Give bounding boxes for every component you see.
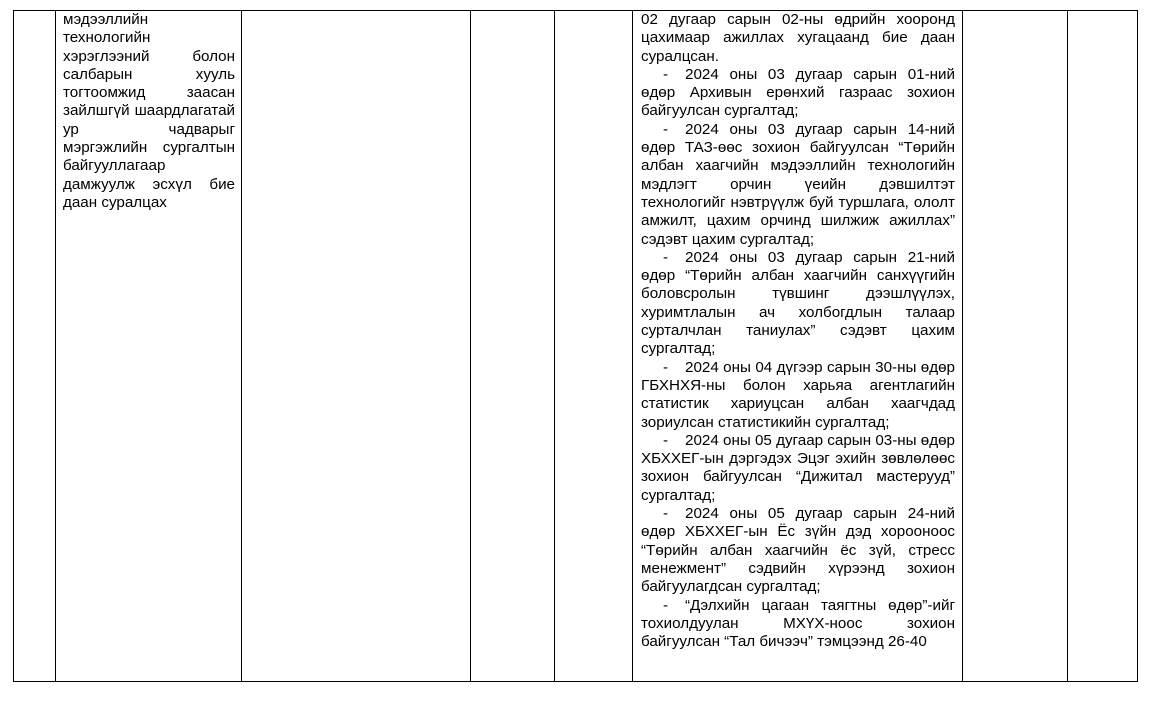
objective-text: мэдээллийн технологийн хэрэглээний болон салбарын хууль тогтоомжид заасан зайлшгүй шаардлагатай ур чадварыг мэргэжлийн сургалтын байгууллагаар дамжуулж эсхүл бие даан суралцах: [63, 11, 235, 211]
cell-objective: [56, 11, 242, 682]
list-item-text: 2024 оны 04 дүгээр сарын 30-ны өдөр ГБХНХЯ-ны болон харьяа агентлагийн статистик хариуцсан албан хаагчдад зориулсан статистикийн сургалтад;: [641, 358, 955, 431]
cell-empty-3: [242, 11, 471, 682]
list-item: [641, 597, 955, 652]
list-item-text: 2024 оны 03 дугаар сарын 01-ний өдөр Архивын ерөнхий газраас зохион байгуулсан сургалтад;: [641, 65, 955, 120]
document-table: [13, 10, 1138, 682]
dash-bullet: -: [663, 120, 669, 138]
cell-empty-7: [963, 11, 1068, 682]
cell-activities: [633, 11, 963, 682]
list-item-text: 2024 оны 03 дугаар сарын 21-ний өдөр “Төрийн албан хаагчийн санхүүгийн боловсролын түвшинг дээшлүүлэх, хуримтлалын ач холбогдлын талаар сурталчлан таниулах” сэдэвт цахим сургалтад;: [641, 248, 955, 358]
list-item: [641, 121, 955, 249]
dash-bullet: -: [663, 596, 669, 614]
list-item: [641, 66, 955, 121]
cell-empty-4: [471, 11, 555, 682]
dash-bullet: -: [663, 248, 669, 266]
list-item-text: 2024 оны 05 дугаар сарын 03-ны өдөр ХБХХЕГ-ын дэргэдэх Эцэг эхийн зөвлөлөөс зохион байгуулсан “Дижитал мастерууд” сургалтад;: [641, 431, 955, 504]
list-item-text: 2024 оны 03 дугаар сарын 14-ний өдөр ТАЗ-өөс зохион байгуулсан “Төрийн албан хаагчийн мэдээллийн технологийн мэдлэгт орчин үеийн дэвшилтэт технологийг нэвтрүүлж буй туршлага, ололт амжилт, цахим орчинд шилжиж ажиллах” сэдэвт цахим сургалтад;: [641, 120, 955, 248]
dash-bullet: -: [663, 431, 669, 449]
list-item: [641, 505, 955, 596]
activities-text: [633, 11, 962, 651]
list-item: [641, 432, 955, 505]
table-row: [14, 11, 1138, 682]
dash-bullet: -: [663, 505, 669, 523]
list-item: [641, 249, 955, 359]
dash-bullet: -: [663, 65, 669, 83]
cell-number: [14, 11, 56, 682]
list-item-text: “Дэлхийн цагаан таягтны өдөр”-ийг тохиолдуулан МХҮХ-ноос зохион байгуулсан “Тал бичээч” тэмцээнд 26-40: [641, 596, 955, 651]
list-item-text: 2024 оны 05 дугаар сарын 24-ний өдөр ХБХХЕГ-ын Ёс зүйн дэд хорооноос “Төрийн албан хаагчийн ёс зүй, стресс менежмент” сэдвийн хүрээнд зохион байгуулагдсан сургалтад;: [641, 505, 955, 596]
cell-empty-5: [555, 11, 633, 682]
dash-bullet: -: [663, 358, 669, 376]
activities-intro: 02 дугаар сарын 02-ны өдрийн хооронд цахимаар ажиллах хугацаанд бие даан суралцсан.: [641, 11, 955, 65]
list-item: [641, 359, 955, 432]
cell-empty-8: [1068, 11, 1138, 682]
